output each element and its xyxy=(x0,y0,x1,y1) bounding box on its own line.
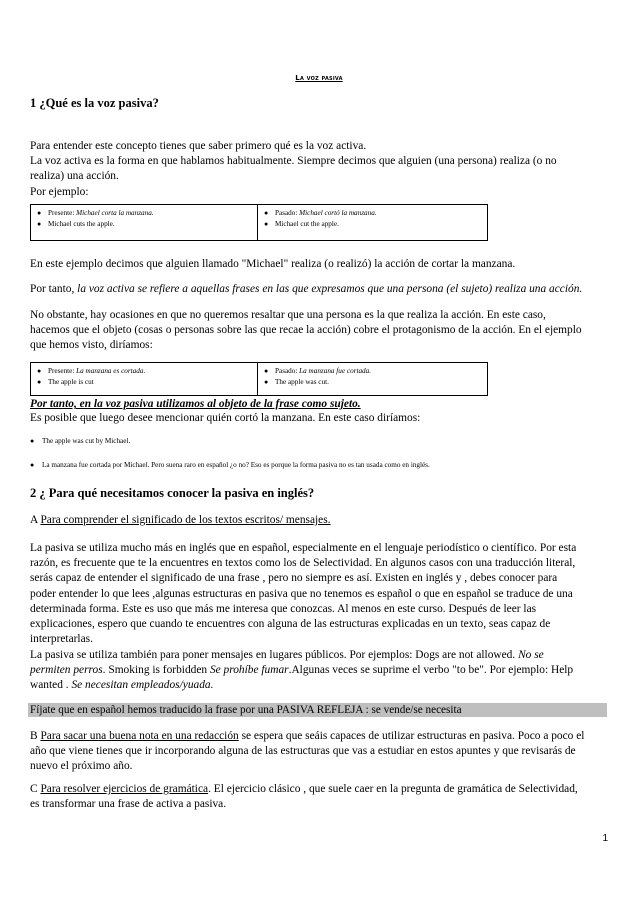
text-run: . Smoking is forbidden xyxy=(102,664,210,677)
paragraph-line: año que viene tienes que ir incorporando alguna de las estructuras que vas a estudiar en estos apuntes y que revisarás de xyxy=(30,745,576,758)
example-item xyxy=(264,377,487,388)
example-column-past xyxy=(258,363,487,395)
definition-prefix: Por tanto, xyxy=(30,283,78,295)
bullet-text: La manzana fue cortada por Michael. Pero suena raro en español ¿o no? Eso es porque la forma pasiva no es tan usada como en inglés. xyxy=(42,461,430,469)
subsection-a-paragraph xyxy=(30,541,608,647)
example-label: Pasado: xyxy=(275,209,300,217)
text-run-italic: Se necesitan empleados/yuada. xyxy=(71,679,214,692)
intro-line: realiza) una acción. xyxy=(30,170,119,183)
intro-line: Para entender este concepto tienes que saber primero qué es la voz activa. xyxy=(30,140,367,152)
bullet-icon: ● xyxy=(264,209,269,217)
bullet-icon: ● xyxy=(264,220,269,228)
paragraph-example-explanation: En este ejemplo decimos que alguien llamado "Michael" realiza (o realizó) la acción de cortar la manzana. xyxy=(30,258,516,270)
bullet-text: The apple was cut by Michael. xyxy=(42,437,131,445)
paragraph-line xyxy=(30,782,608,797)
passive-key-statement: Por tanto, en la voz pasiva utilizamos al objeto de la frase como sujeto. xyxy=(30,398,361,410)
section-1-heading: 1 ¿Qué es la voz pasiva? xyxy=(30,96,159,110)
paragraph-line: que hemos visto, diríamos: xyxy=(30,339,153,352)
example-sentence: Michael cortó la manzana. xyxy=(299,209,377,217)
example-label: Presente: xyxy=(48,367,77,375)
paragraph-line: serás capaz de entender el significado de una frase , pero no siempre es así. Existen en inglés y , debes conocer para xyxy=(30,572,558,585)
page-number: 1 xyxy=(602,833,608,844)
paragraph-line xyxy=(30,729,608,744)
example-item xyxy=(37,377,257,388)
text-run: . El ejercicio clásico , que suele caer en la pregunta de gramática de Selectividad, xyxy=(208,783,578,795)
text-run-italic: permiten perros xyxy=(30,664,103,677)
bullet-item xyxy=(30,437,608,445)
subsection-a-heading xyxy=(30,513,608,528)
text-run: se espera que seáis capaces de utilizar estructuras en pasiva. Poco a poco el xyxy=(238,730,585,742)
bullet-icon: ● xyxy=(37,367,42,375)
definition-text: la voz activa se refiere a aquellas frases en las que expresamos que una persona (el sujeto) realiza una acción. xyxy=(77,283,583,295)
paragraph-line: razón, es frecuente que te la encuentres en textos como los de Selectividad. En algunos casos con una traducción literal, xyxy=(30,557,576,570)
paragraph-line: interpretarlas. xyxy=(30,633,93,646)
text-run: La pasiva se utiliza también para poner mensajes en lugares públicos. Por ejemplos: Dogs are not allowed. xyxy=(30,649,519,661)
bullet-icon: ● xyxy=(264,378,269,386)
example-sentence: La manzana fue cortada. xyxy=(299,367,372,375)
subsection-b-paragraph xyxy=(30,729,608,775)
example-item xyxy=(264,366,487,377)
example-item xyxy=(37,366,257,377)
bullet-icon: ● xyxy=(37,209,42,217)
subsection-title: Para comprender el significado de los textos escritos/ mensajes. xyxy=(40,514,331,526)
section-2-heading: 2 ¿ Para qué necesitamos conocer la pasiva en inglés? xyxy=(30,486,315,500)
subsection-a-public-signs xyxy=(30,648,608,694)
bullet-icon: ● xyxy=(37,378,42,386)
paragraph-line: explicaciones, espero que cuando te encuentres con alguna de las estructuras explicadas en un texto, seas capaz de xyxy=(30,618,551,631)
document-title: La voz pasiva xyxy=(295,74,343,82)
text-run-italic: No se xyxy=(518,649,544,661)
example-item xyxy=(37,208,257,219)
example-column-past xyxy=(258,205,487,240)
bullet-icon: ● xyxy=(30,461,35,469)
text-run: wanted . xyxy=(30,679,72,692)
intro-line: Por ejemplo: xyxy=(30,185,89,198)
paragraph-line: hacemos que el objeto (cosas o personas sobre las que recae la acción) cobre el protagonismo de la acción. En el ejemplo xyxy=(30,324,582,337)
bullet-item xyxy=(30,461,608,469)
subsection-title: Para sacar una buena nota en una redacción xyxy=(40,730,239,742)
paragraph-line: determinada forma. Este es uso que más me interesa que conozcas. Al menos en este curso. Después de leer las xyxy=(30,602,537,615)
paragraph-line: poder entender lo que lees ,algunas estructuras en pasiva que no tenemos es español o que en español se traduce de una xyxy=(30,587,573,600)
example-label: Presente: xyxy=(48,209,77,217)
subsection-letter: C xyxy=(30,783,41,795)
bullet-icon: ● xyxy=(30,437,35,445)
text-run-italic: Se prohíbe fumar xyxy=(209,664,289,677)
paragraph-line: es transformar una frase de activa a pasiva. xyxy=(30,798,227,811)
example-item xyxy=(264,219,487,230)
section-1-intro xyxy=(30,139,608,200)
example-translation: Michael cut the apple. xyxy=(275,220,339,228)
example-sentence: Michael corta la manzana. xyxy=(76,209,154,217)
example-translation: Michael cuts the apple. xyxy=(48,220,115,228)
example-table-passive xyxy=(30,362,488,396)
paragraph-active-definition xyxy=(30,282,608,297)
example-translation: The apple was cut. xyxy=(275,378,329,386)
example-item xyxy=(264,208,487,219)
paragraph-line xyxy=(30,663,608,678)
example-column-present xyxy=(31,363,258,395)
intro-line: La voz activa es la forma en que hablamos habitualmente. Siempre decimos que alguien (una persona) realiza (o no xyxy=(30,155,557,168)
example-item xyxy=(37,219,257,230)
example-column-present xyxy=(31,205,258,240)
example-translation: The apple is cut xyxy=(48,378,94,386)
paragraph-agent-mention: Es posible que luego desee mencionar quién cortó la manzana. En este caso diríamos: xyxy=(30,412,421,424)
example-sentence: La manzana es cortada. xyxy=(76,367,146,375)
text-run: .Algunas veces se suprime el verbo "to be". Por ejemplo: Help xyxy=(288,664,574,677)
paragraph-line xyxy=(30,678,608,693)
example-table-active xyxy=(30,204,488,241)
subsection-letter: B xyxy=(30,730,41,742)
paragraph-line: No obstante, hay ocasiones en que no queremos resaltar que una persona es la que realiza la acción. En este caso, xyxy=(30,309,546,321)
subsection-letter: A xyxy=(30,514,41,526)
paragraph-line: La pasiva se utiliza mucho más en inglés que en español, especialmente en el lenguaje periodístico o científico. Por esta xyxy=(30,542,577,554)
paragraph-line xyxy=(30,648,608,663)
example-label: Pasado: xyxy=(275,367,300,375)
bullet-icon: ● xyxy=(37,220,42,228)
paragraph-passive-intro xyxy=(30,308,608,354)
highlight-note: Fíjate que en español hemos traducido la frase por una PASIVA REFLEJA : se vende/se necesita xyxy=(30,704,462,716)
bullet-icon: ● xyxy=(264,367,269,375)
subsection-title: Para resolver ejercicios de gramática xyxy=(40,783,209,795)
paragraph-line: nuevo el próximo año. xyxy=(30,760,133,773)
subsection-c-paragraph xyxy=(30,782,608,812)
